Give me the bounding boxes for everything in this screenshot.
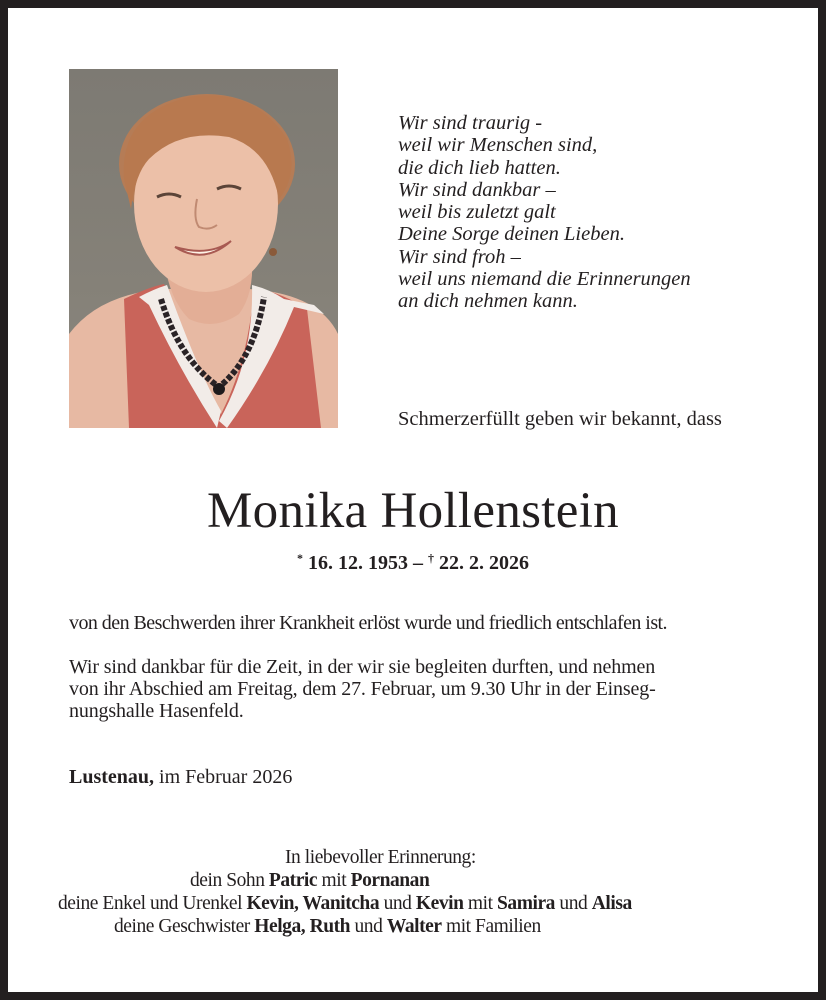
mourner-name: Alisa (591, 893, 632, 914)
mourners-heading: In liebevoller Erinnerung: (285, 847, 476, 868)
mourner-name: Kevin (415, 893, 464, 914)
death-date: 22. 2. 2026 (439, 552, 529, 574)
portrait-image (69, 69, 338, 428)
announcement-intro: Schmerzerfüllt geben wir bekannt, dass (398, 408, 722, 430)
death-cross-icon: † (428, 551, 434, 565)
funeral-details-line: nungshalle Hasenfeld. (69, 700, 244, 722)
date-separator: – (408, 552, 428, 574)
mourner-name: Pornanan (350, 870, 430, 891)
place-and-date (69, 766, 292, 789)
funeral-details-line: Wir sind dankbar für die Zeit, in der wir sie begleiten durften, und nehmen (69, 656, 656, 678)
poem-line: die dich lieb hatten. (398, 156, 561, 179)
mourner-name: Helga, Ruth (254, 916, 351, 937)
funeral-details-line: von ihr Abschied am Freitag, dem 27. Februar, um 9.30 Uhr in der Einseg- (69, 678, 656, 700)
mourner-name: Walter (386, 916, 442, 937)
poem-line: weil uns niemand die Erinnerungen (398, 268, 691, 291)
place-city: Lustenau, (69, 766, 155, 788)
portrait-photo (69, 69, 338, 428)
mourner-name: Samira (497, 893, 555, 914)
mourner-name: Patric (268, 870, 318, 891)
funeral-details (69, 656, 759, 722)
poem-line: Wir sind traurig - (398, 112, 543, 134)
poem-line: weil bis zuletzt galt (398, 201, 556, 224)
poem-line: Wir sind dankbar – (398, 178, 556, 201)
passing-statement: von den Beschwerden ihrer Krankheit erlöst wurde und friedlich entschlafen ist. (69, 612, 668, 634)
deceased-name: Monika Hollenstein (207, 483, 619, 539)
mourner-name: Kevin, Wanitcha (246, 893, 380, 914)
poem-line: weil wir Menschen sind, (398, 134, 598, 157)
place-date: im Februar 2026 (154, 766, 293, 788)
poem-line: Wir sind froh – (398, 245, 521, 268)
poem-line: an dich nehmen kann. (398, 290, 578, 313)
poem-line: Deine Sorge deinen Lieben. (398, 223, 625, 246)
obituary-notice (8, 8, 818, 992)
mourner-grandchildren: deine Enkel und Urenkel Kevin, Wanitcha und Kevin mit Samira und Alisa (58, 893, 632, 914)
memorial-poem (398, 112, 691, 313)
birth-star-icon: * (297, 551, 303, 565)
birth-date: 16. 12. 1953 (308, 552, 408, 574)
mourner-siblings: deine Geschwister Helga, Ruth und Walter mit Familien (114, 916, 541, 937)
mourner-son: dein Sohn Patric mit Pornanan (190, 870, 430, 891)
life-dates (8, 551, 818, 575)
